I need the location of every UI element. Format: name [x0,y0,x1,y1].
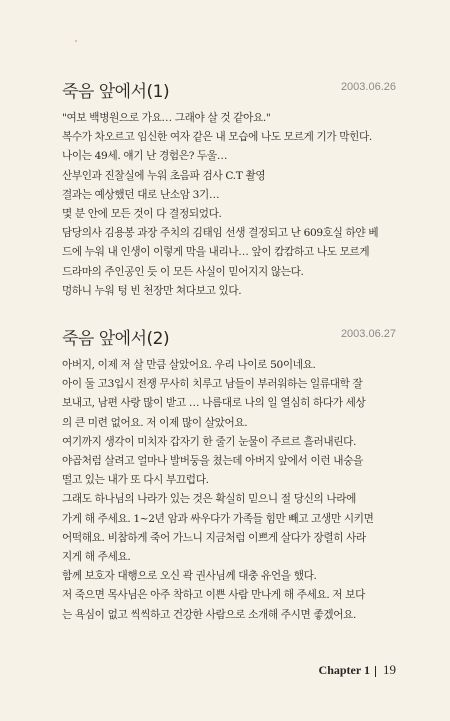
text-line: 저 죽으면 목사님은 아주 착하고 이쁜 사람 만나게 해 주세요. 저 보다 [62,589,366,602]
text-line: "여보 백병원으로 가요… 그래야 살 것 같아요." [62,112,271,124]
footer-divider [375,666,376,677]
entry-body [62,109,424,301]
text-line: 드에 누워 내 인생이 이렇게 막을 내리나… 앞이 캄캄하고 나도 모르게 [62,246,370,259]
text-line: 어떡해요. 비참하게 죽어 가느니 지금처럼 이쁘게 살다가 장렬히 사라 [62,531,366,544]
text-line: 아버지, 이제 저 살 만큼 살았어요. 우리 나이로 50이네요. [62,359,316,371]
entry-date: 2003.06.27 [340,328,396,340]
entry-header [62,324,424,350]
text-line: 보내고, 남편 사랑 많이 받고 … 나름대로 나의 일 열심히 하다가 세상 [62,397,366,410]
page-number: 19 [383,662,396,677]
paper-speck [75,40,77,42]
page-footer [0,662,450,682]
entry-title: 죽음 앞에서(1) [62,82,170,102]
text-line: 복수가 차오르고 임신한 여자 같은 내 모습에 나도 모르게 기가 막힌다. [62,131,372,144]
text-line: 가게 해 주세요. 1~2년 암과 싸우다가 가족들 힘만 빼고 고생만 시키면 [62,512,374,525]
text-line: 함께 보호자 대행으로 오신 곽 권사님께 대충 유언을 했다. [62,570,317,583]
text-line: 여기까지 생각이 미치자 갑자기 한 줄기 눈물이 주르르 흘러내린다. [62,435,357,448]
text-line: 멍하니 누워 텅 빈 천장만 쳐다보고 있다. [62,284,242,297]
diary-entry-1 [62,77,424,301]
entry-header [62,77,424,103]
text-line: 아이 둘 고3입시 전쟁 무사히 치루고 남들이 부러워하는 일류대학 잘 [62,378,363,391]
text-line: 그래도 하나님의 나라가 있는 것은 확실히 믿으니 절 당신의 나라에 [62,493,357,506]
text-line: 떨고 있는 내가 또 다시 부끄럽다. [62,474,209,487]
text-line: 담당의사 김용봉 과장 주치의 김태임 선생 결정되고 난 609호실 하얀 베 [62,227,379,240]
chapter-label: Chapter 1 [318,663,370,677]
text-line: 산부인과 진찰실에 누워 초음파 검사 C.T 촬영 [62,169,266,182]
text-line: 결과는 예상했던 대로 난소암 3기… [62,188,220,201]
diary-entry-2 [62,324,424,625]
text-line: 야곱처럼 살려고 얼마나 발버둥을 쳤는데 아버지 앞에서 이런 내숭을 [62,455,363,468]
text-line: 드라마의 주인공인 듯 이 모든 사실이 믿어지지 않는다. [62,265,304,278]
entry-date: 2003.06.26 [340,81,396,93]
entry-body [62,356,424,625]
text-line: 나이는 49세. 얘기 난 경험은? 두울… [62,150,228,163]
text-line: 의 큰 미련 없어요. 저 이제 많이 살았어요. [62,416,248,429]
text-line: 는 욕심이 없고 씩씩하고 건강한 사람으로 소개해 주시면 좋겠어요. [62,608,357,621]
text-line: 몇 분 안에 모든 것이 다 결정되었다. [62,208,222,221]
entry-title: 죽음 앞에서(2) [62,329,170,349]
text-line: 지게 해 주세요. [62,551,131,564]
